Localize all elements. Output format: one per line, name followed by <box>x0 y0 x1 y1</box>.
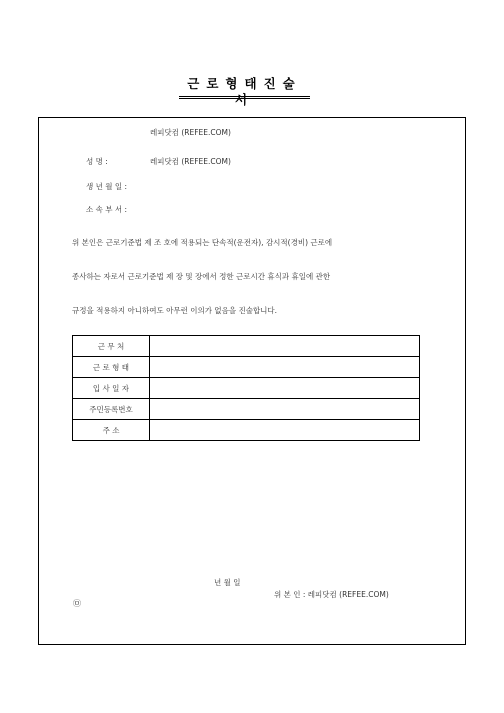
name-value: 레피닷컴 (REFEE.COM) <box>150 157 231 166</box>
resident-number-label: 주민등록번호 <box>73 399 150 420</box>
table-row <box>73 336 420 357</box>
hire-date-label: 입 사 일 자 <box>73 378 150 399</box>
name-label: 성 명 : <box>86 157 108 166</box>
table-row <box>73 399 420 420</box>
workplace-label: 근 무 처 <box>73 336 150 357</box>
table-row <box>73 378 420 399</box>
department-label: 소 속 부 서 : <box>86 205 128 214</box>
statement-line-2: 종사하는 자로서 근로기준법 제 장 및 장에서 정한 근로시간 휴식과 휴일에 관한 <box>72 272 331 281</box>
hire-date-value <box>150 378 420 399</box>
work-type-label: 근 로 형 태 <box>73 357 150 378</box>
document-title: 근로형태진술서 <box>179 76 310 99</box>
company-name: 레피닷컴 (REFEE.COM) <box>150 128 231 137</box>
birthdate-label: 생 년 월 일 : <box>86 182 128 191</box>
signer-line: 위 본 인 : 레피닷컴 (REFEE.COM) <box>274 590 389 599</box>
date-line: 년 월 일 <box>214 578 241 587</box>
statement-line-3: 규정을 적용하지 아니하여도 아무런 이의가 없음을 진술합니다. <box>72 306 278 315</box>
resident-number-value <box>150 399 420 420</box>
address-label: 주 소 <box>73 420 150 441</box>
seal-icon: ㉤ <box>73 599 81 608</box>
info-table <box>72 335 420 441</box>
workplace-value <box>150 336 420 357</box>
address-value <box>150 420 420 441</box>
statement-line-1: 위 본인은 근로기준법 제 조 호에 적용되는 단속적(운전자), 감시적(경비) 근로에 <box>72 238 333 247</box>
table-row <box>73 357 420 378</box>
table-row <box>73 420 420 441</box>
work-type-value <box>150 357 420 378</box>
